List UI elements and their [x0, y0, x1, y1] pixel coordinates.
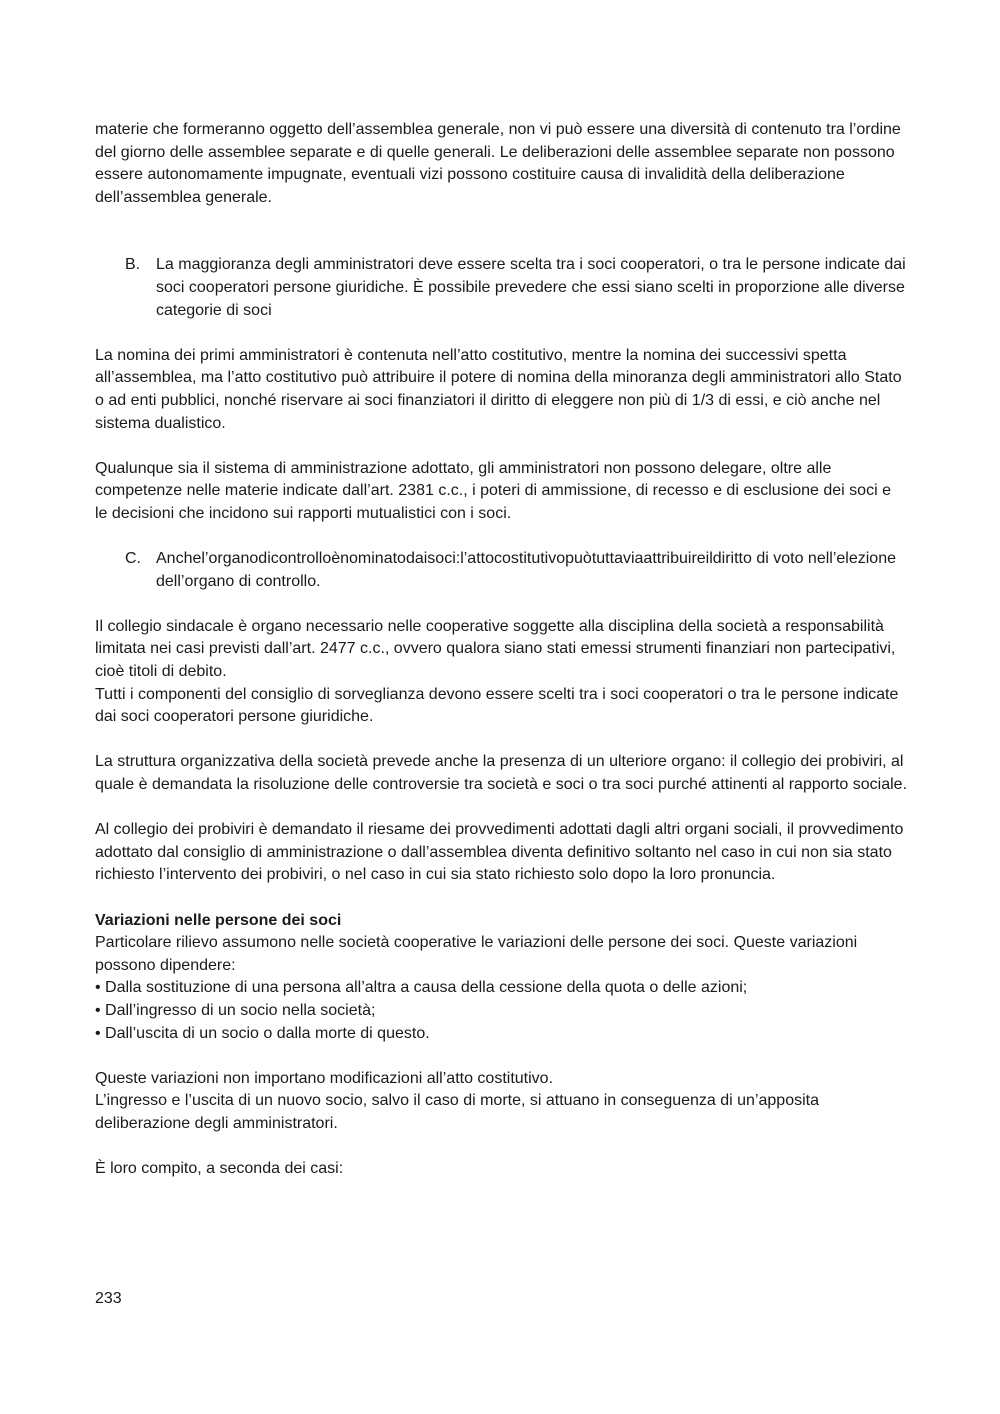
- bullet-item: • Dall’ingresso di un socio nella società;: [95, 1001, 376, 1019]
- paragraph-ingresso-uscita: L’ingresso e l’uscita di un nuovo socio, salvo il caso di morte, si attuano in conseguenza di un’apposita deliberazione degli amministratori.: [95, 1092, 819, 1132]
- paragraph-collegio-sindacale: Il collegio sindacale è organo necessario nelle cooperative soggette alla disciplina della società a responsabilità limitata nei casi previsti dall’art. 2477 c.c., ovvero qualora siano stati emessi strumenti finanziari non partecipativi, cioè titoli di debito.: [95, 617, 896, 681]
- bullet-item: • Dalla sostituzione di una persona all’altra a causa della cessione della quota o delle azioni;: [95, 979, 748, 997]
- document-page: [95, 119, 907, 1181]
- spacer: [95, 209, 907, 254]
- paragraph-variazioni: Particolare rilievo assumono nelle società cooperative le variazioni delle persone dei soci. Queste variazioni possono dipendere:: [95, 934, 858, 974]
- spacer: [95, 322, 907, 345]
- list-text-b: La maggioranza degli amministratori deve essere scelta tra i soci cooperatori, o tra le persone indicate dai soci cooperatori persone giuridiche. È possibile prevedere che essi siano scelti in proporzione alle diverse categorie di soci: [156, 256, 906, 319]
- bullet-item: • Dall’uscita di un socio o dalla morte di questo.: [95, 1024, 430, 1042]
- spacer: [95, 729, 907, 752]
- spacer: [95, 526, 907, 549]
- spacer: [95, 1136, 907, 1159]
- spacer: [95, 593, 907, 616]
- spacer: [95, 887, 907, 910]
- list-item-b: [95, 254, 907, 322]
- paragraph-delega: Qualunque sia il sistema di amministrazione adottato, gli amministratori non possono delegare, oltre alle competenze nelle materie indicate dall’art. 2381 c.c., i poteri di ammissione, di recesso e di esclusione dei soci e le decisioni che incidono sui rapporti mutualistici con i soci.: [95, 459, 891, 522]
- section-heading: Variazioni nelle persone dei soci: [95, 911, 342, 929]
- spacer: [95, 1045, 907, 1068]
- paragraph-consiglio-sorveglianza: Tutti i componenti del consiglio di sorveglianza devono essere scelti tra i soci cooperatori o tra le persone indicate dai soci cooperatori persone giuridiche.: [95, 685, 899, 726]
- paragraph-assemblee: materie che formeranno oggetto dell’assemblea generale, non vi può essere una diversità di contenuto tra l’ordine del giorno delle assemblee separate e di quelle generali. Le deliberazioni delle assemblee separate non possono essere autonomamente impugnate, eventuali vizi possono costituire causa di invalidità della deliberazione dell’assemblea generale.: [95, 121, 901, 206]
- paragraph-probiviri: La struttura organizzativa della società prevede anche la presenza di un ulteriore organo: il collegio dei probiviri, al quale è demandata la risoluzione delle controversie tra società e soci o tra soci purché attinenti al rapporto sociale.: [95, 753, 908, 794]
- list-marker-b: B.: [125, 256, 141, 274]
- spacer: [95, 435, 907, 458]
- paragraph-compito: È loro compito, a seconda dei casi:: [95, 1160, 344, 1178]
- list-item-c: [95, 548, 907, 593]
- paragraph-nomina: La nomina dei primi amministratori è contenuta nell’atto costitutivo, mentre la nomina dei successivi spetta all’assemblea, ma l’atto costitutivo può attribuire il potere di nomina della minoranza degli amministratori allo Stato o ad enti pubblici, nonché riservare ai soci finanziatori il diritto di eleggere non più di 1/3 di essi, e ciò anche nel sistema dualistico.: [95, 346, 902, 432]
- spacer: [95, 797, 907, 820]
- paragraph-modificazioni: Queste variazioni non importano modificazioni all’atto costitutivo.: [95, 1069, 554, 1087]
- list-text-c: Anchel’organodicontrolloènominatodaisoci:l’attocostitutivopuòtuttaviaattribuireildiritto di voto nell’elezione dell’organo di controllo.: [156, 550, 896, 590]
- list-marker-c: C.: [125, 550, 141, 568]
- page-number: 233: [95, 1290, 122, 1307]
- paragraph-riesame: Al collegio dei probiviri è demandato il riesame dei provvedimenti adottati dagli altri organi sociali, il provvedimento adottato dal consiglio di amministrazione o dall’assemblea diventa definitivo soltanto nel caso in cui non sia stato richiesto l’intervento dei probiviri, o nel caso in cui sia stato richiesto solo dopo la loro pronuncia.: [95, 821, 904, 884]
